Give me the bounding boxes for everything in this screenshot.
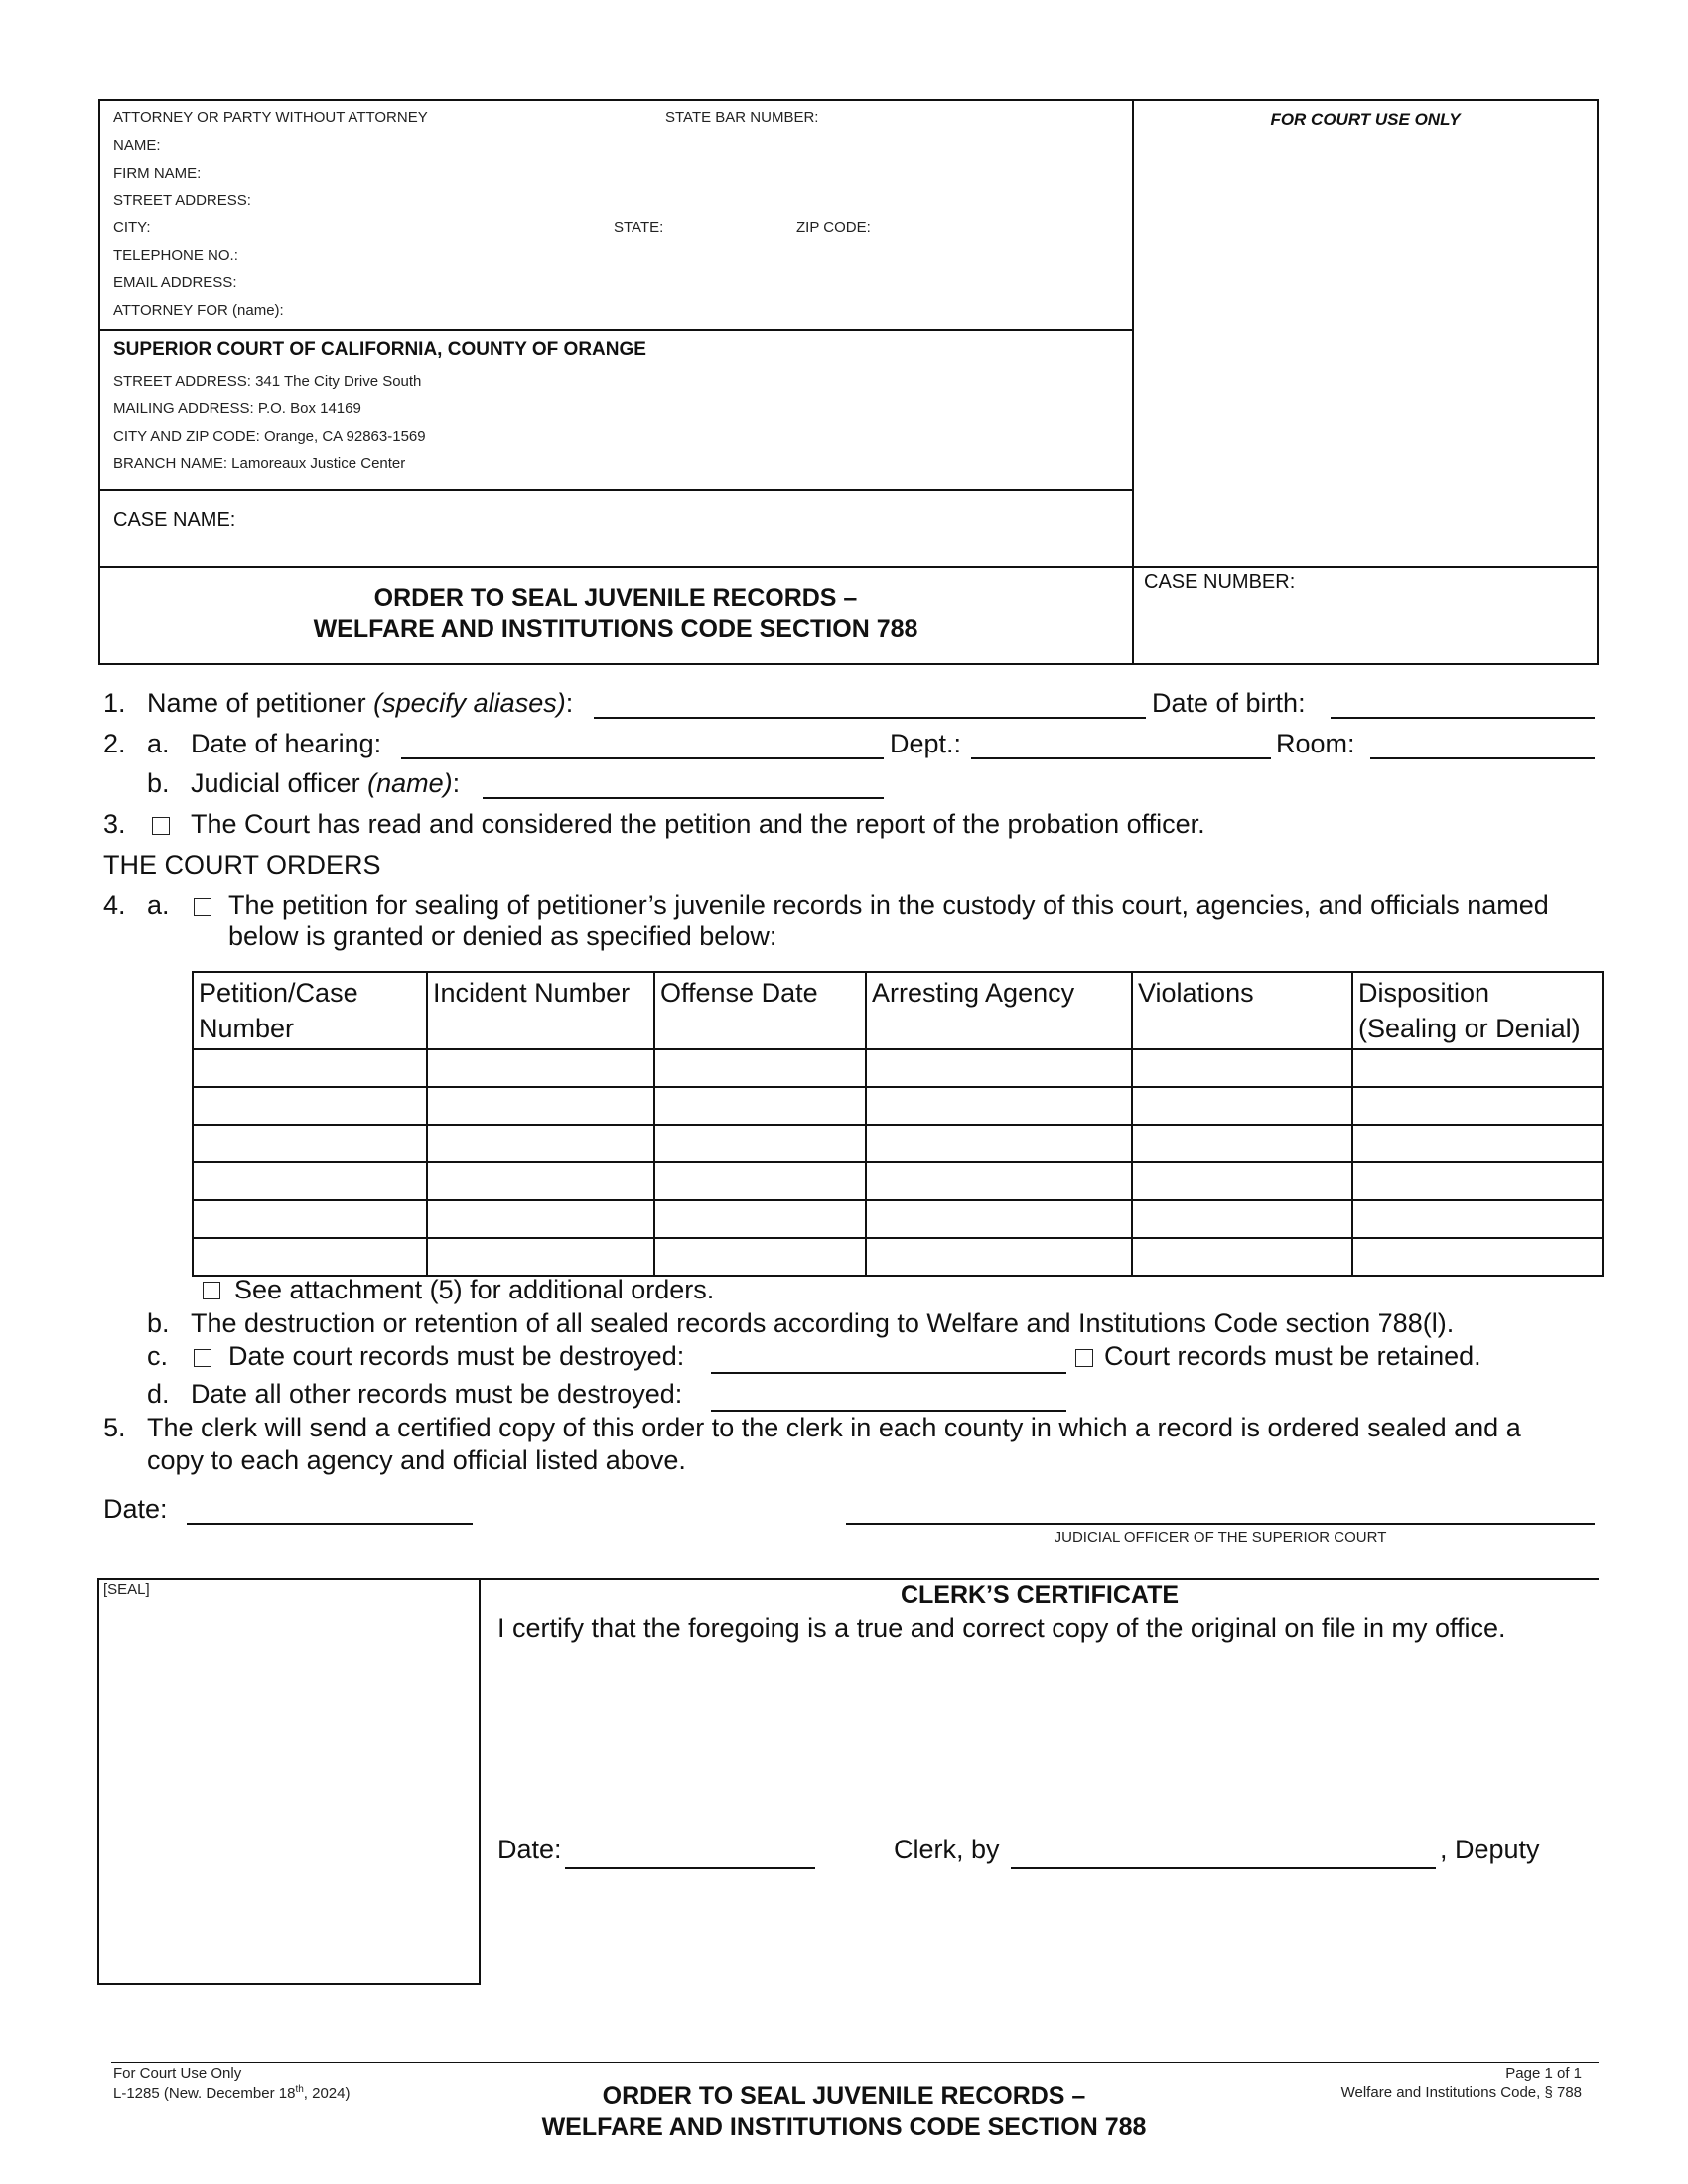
form-title-line2: WELFARE AND INSTITUTIONS CODE SECTION 788 [313, 615, 918, 643]
col-header-disposition-line1: Disposition [1358, 978, 1490, 1008]
court-branch-name: BRANCH NAME: Lamoreaux Justice Center [113, 455, 406, 472]
footer-code: Welfare and Institutions Code, § 788 [1340, 2084, 1582, 2101]
table-cell[interactable] [193, 1049, 427, 1087]
item-4c-checkbox[interactable] [194, 1349, 211, 1367]
col-header-case-number-line2: Number [199, 1014, 295, 1043]
item-4c-letter: c. [147, 1341, 169, 1371]
court-records-destroy-date-field[interactable] [711, 1372, 1066, 1374]
table-cell[interactable] [654, 1125, 866, 1162]
attorney-label: ATTORNEY OR PARTY WITHOUT ATTORNEY [113, 109, 428, 126]
footer-form-number [113, 2084, 350, 2102]
court-section-divider [98, 489, 1133, 491]
hearing-date-field[interactable] [401, 757, 884, 759]
item-4-number: 4. [103, 890, 126, 920]
table-cell[interactable] [654, 1087, 866, 1125]
table-cell[interactable] [654, 1049, 866, 1087]
court-street-address: STREET ADDRESS: 341 The City Drive South [113, 373, 422, 390]
judicial-colon: : [452, 768, 461, 798]
item-1-number: 1. [103, 688, 126, 718]
footer-title-line2: WELFARE AND INSTITUTIONS CODE SECTION 788 [541, 2114, 1147, 2141]
col-header-disposition [1352, 972, 1603, 1049]
state-bar-label: STATE BAR NUMBER: [665, 109, 819, 126]
col-header-case-number [193, 972, 427, 1049]
col-header-case-number-line1: Petition/Case [199, 978, 358, 1008]
table-cell[interactable] [1132, 1087, 1352, 1125]
table-cell[interactable] [866, 1162, 1132, 1200]
see-attachment-checkbox[interactable] [203, 1282, 220, 1299]
item-2a-letter: a. [147, 729, 170, 758]
table-cell[interactable] [427, 1087, 654, 1125]
table-cell[interactable] [1132, 1200, 1352, 1238]
col-header-violations: Violations [1132, 972, 1352, 1049]
table-cell[interactable] [866, 1200, 1132, 1238]
petitioner-colon: : [565, 688, 574, 718]
clerk-certificate-top-rule [479, 1578, 1599, 1580]
item-5-number: 5. [103, 1413, 126, 1442]
judicial-officer-signature-line[interactable] [846, 1523, 1595, 1525]
table-cell[interactable] [1352, 1087, 1603, 1125]
table-row [193, 1238, 1603, 1276]
clerk-certificate-title: CLERK’S CERTIFICATE [900, 1581, 1180, 1609]
item-2b-letter: b. [147, 768, 170, 798]
table-cell[interactable] [866, 1049, 1132, 1087]
dept-label: Dept.: [890, 729, 962, 758]
state-label: STATE: [614, 219, 664, 236]
court-use-only-label: FOR COURT USE ONLY [1270, 110, 1461, 129]
table-cell[interactable] [193, 1087, 427, 1125]
table-cell[interactable] [1132, 1125, 1352, 1162]
table-cell[interactable] [1132, 1049, 1352, 1087]
item-2-number: 2. [103, 729, 126, 758]
order-date-label: Date: [103, 1494, 168, 1524]
footer-court-use: For Court Use Only [113, 2065, 242, 2082]
table-cell[interactable] [1352, 1125, 1603, 1162]
col-header-arresting-agency: Arresting Agency [866, 972, 1132, 1049]
footer-form-year: , 2024) [303, 2085, 351, 2102]
court-records-retained-checkbox[interactable] [1075, 1349, 1093, 1367]
room-field[interactable] [1370, 757, 1595, 759]
table-cell[interactable] [866, 1238, 1132, 1276]
petitioner-aliases-text: (specify aliases) [373, 688, 566, 718]
item-4d-text: Date all other records must be destroyed: [191, 1379, 683, 1409]
table-row [193, 1049, 1603, 1087]
caption-divider [1132, 99, 1134, 665]
col-header-offense-date: Offense Date [654, 972, 866, 1049]
case-name-divider [98, 566, 1599, 568]
clerk-date-field[interactable] [565, 1867, 815, 1869]
item-4b-text: The destruction or retention of all sealed records according to Welfare and Institutions Code section 788(l). [191, 1308, 1455, 1338]
street-address-label: STREET ADDRESS: [113, 192, 251, 208]
see-attachment-text: See attachment (5) for additional orders. [234, 1275, 715, 1304]
dob-field[interactable] [1331, 717, 1595, 719]
case-number-label: CASE NUMBER: [1144, 571, 1296, 593]
item-4a-text-line1: The petition for sealing of petitioner’s juvenile records in the custody of this court, agencies, and officials named [228, 890, 1549, 920]
judicial-officer-caption: JUDICIAL OFFICER OF THE SUPERIOR COURT [1054, 1529, 1387, 1546]
seal-label: [SEAL] [103, 1581, 150, 1598]
deputy-label: , Deputy [1440, 1835, 1540, 1864]
court-orders-heading: THE COURT ORDERS [103, 850, 381, 880]
firm-name-label: FIRM NAME: [113, 165, 202, 182]
dob-label: Date of birth: [1152, 688, 1306, 718]
table-cell[interactable] [427, 1162, 654, 1200]
item-4a-checkbox[interactable] [194, 898, 211, 916]
item-4b-letter: b. [147, 1308, 170, 1338]
email-label: EMAIL ADDRESS: [113, 274, 237, 291]
clerk-signature-field[interactable] [1011, 1867, 1436, 1869]
item-3-text: The Court has read and considered the petition and the report of the probation officer. [191, 809, 1205, 839]
clerk-date-label: Date: [497, 1835, 562, 1864]
hearing-date-label: Date of hearing: [191, 729, 382, 758]
petitioner-name-field[interactable] [594, 717, 1146, 719]
judicial-officer-field[interactable] [483, 797, 884, 799]
col-header-disposition-line2: (Sealing or Denial) [1358, 1014, 1581, 1043]
item-4c-text: Date court records must be destroyed: [228, 1341, 685, 1371]
zip-code-label: ZIP CODE: [796, 219, 871, 236]
item-3-checkbox[interactable] [152, 817, 170, 835]
table-cell[interactable] [427, 1049, 654, 1087]
footer-rule [111, 2062, 1599, 2063]
clerk-by-label: Clerk, by [894, 1835, 1000, 1864]
judicial-label-text: Judicial officer [191, 768, 360, 798]
case-name-label: CASE NAME: [113, 509, 236, 531]
footer-page: Page 1 of 1 [1505, 2065, 1582, 2082]
table-cell[interactable] [654, 1238, 866, 1276]
table-cell[interactable] [427, 1200, 654, 1238]
court-city-zip: CITY AND ZIP CODE: Orange, CA 92863-1569 [113, 428, 426, 445]
records-table [192, 971, 1604, 1277]
table-cell[interactable] [654, 1162, 866, 1200]
table-header-row [193, 972, 1603, 1049]
case-number-field[interactable] [1142, 600, 1589, 659]
col-header-incident-number: Incident Number [427, 972, 654, 1049]
footer-form-number-text: L-1285 (New. December 18 [113, 2085, 296, 2102]
table-cell[interactable] [427, 1125, 654, 1162]
petitioner-name-label [147, 688, 573, 719]
footer-form-sup: th [295, 2084, 304, 2095]
table-cell[interactable] [866, 1087, 1132, 1125]
judicial-officer-label [191, 768, 460, 799]
table-cell[interactable] [1352, 1049, 1603, 1087]
table-row [193, 1087, 1603, 1125]
table-cell[interactable] [1352, 1200, 1603, 1238]
table-row [193, 1125, 1603, 1162]
court-title: SUPERIOR COURT OF CALIFORNIA, COUNTY OF ORANGE [113, 340, 646, 360]
table-cell[interactable] [1352, 1238, 1603, 1276]
item-4a-text-line2: below is granted or denied as specified below: [228, 921, 777, 951]
table-cell[interactable] [866, 1125, 1132, 1162]
petitioner-label-text: Name of petitioner [147, 688, 366, 718]
table-cell[interactable] [427, 1238, 654, 1276]
court-records-retained-text: Court records must be retained. [1104, 1341, 1481, 1371]
judicial-name-text: (name) [367, 768, 453, 798]
table-cell[interactable] [193, 1200, 427, 1238]
form-title-line1: ORDER TO SEAL JUVENILE RECORDS – [373, 584, 858, 612]
item-4a-letter: a. [147, 890, 170, 920]
table-cell[interactable] [193, 1125, 427, 1162]
order-date-field[interactable] [187, 1523, 473, 1525]
table-cell[interactable] [193, 1162, 427, 1200]
other-records-destroy-date-field[interactable] [711, 1410, 1066, 1412]
table-cell[interactable] [1132, 1238, 1352, 1276]
table-cell[interactable] [1352, 1162, 1603, 1200]
clerk-certify-text: I certify that the foregoing is a true and correct copy of the original on file in my office. [497, 1613, 1506, 1643]
telephone-label: TELEPHONE NO.: [113, 247, 238, 264]
dept-field[interactable] [971, 757, 1271, 759]
table-row [193, 1162, 1603, 1200]
item-4d-letter: d. [147, 1379, 170, 1409]
footer-title-line1: ORDER TO SEAL JUVENILE RECORDS – [602, 2082, 1086, 2110]
item-5-text-line1: The clerk will send a certified copy of this order to the clerk in each county in which a record is ordered sealed and a [147, 1413, 1521, 1442]
item-5-text-line2: copy to each agency and official listed above. [147, 1445, 686, 1475]
case-name-field[interactable] [298, 496, 1112, 556]
table-cell[interactable] [654, 1200, 866, 1238]
table-row [193, 1200, 1603, 1238]
court-mailing-address: MAILING ADDRESS: P.O. Box 14169 [113, 400, 361, 417]
seal-box [97, 1578, 481, 1985]
table-cell[interactable] [1132, 1162, 1352, 1200]
attorney-section-divider [98, 329, 1133, 331]
room-label: Room: [1276, 729, 1355, 758]
attorney-for-label: ATTORNEY FOR (name): [113, 302, 284, 319]
table-cell[interactable] [193, 1238, 427, 1276]
item-3-number: 3. [103, 809, 126, 839]
city-label: CITY: [113, 219, 151, 236]
name-label: NAME: [113, 137, 161, 154]
